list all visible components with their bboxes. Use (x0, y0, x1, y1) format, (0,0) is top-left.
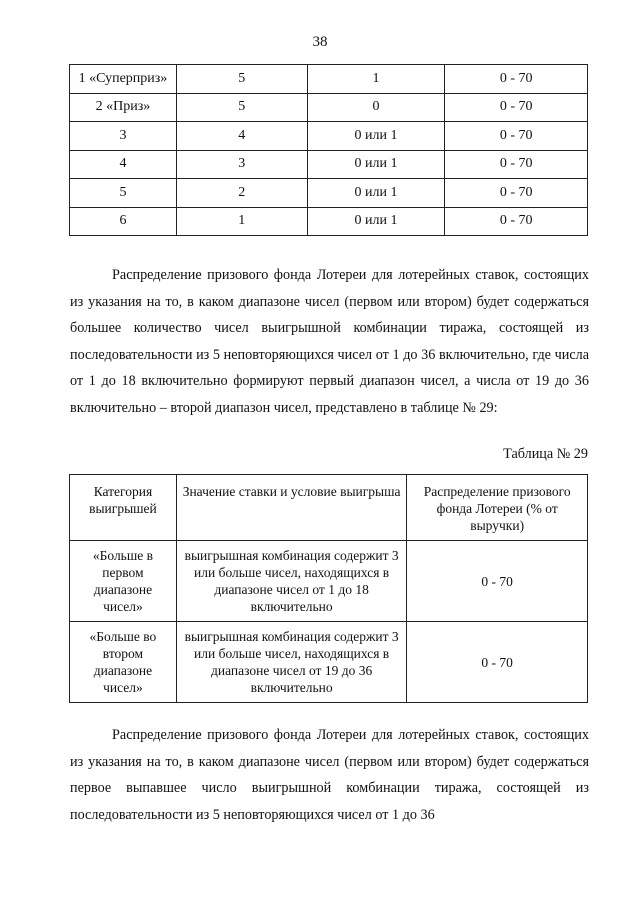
fund-cell: 0 - 70 (445, 122, 588, 151)
table-row (70, 65, 588, 94)
table-row (70, 93, 588, 122)
category-cell: 4 (70, 150, 177, 179)
paragraph: Распределение призового фонда Лотереи для лотерейных ставок, состоящих из указания на то, в каком диапазоне чисел (первом или втором) будет содержаться большее количество чисел выигрышной комбинации тиража, состоящей из последовательности из 5 неповторяющихся чисел от 1 до 36 включительно, где числа от 1 до 18 включительно формируют первый диапазон чисел, а числа от 19 до 36 включительно – второй диапазон чисел, представлено в таблице № 29: (70, 267, 589, 416)
numbers-cell: 2 (176, 179, 307, 208)
table-row (70, 179, 588, 208)
category-cell: «Больше в первом диапазоне чисел» (70, 541, 177, 622)
condition-cell: выигрышная комбинация содержит 3 или больше чисел, находящихся в диапазоне чисел от 19 до 36 включительно (176, 622, 406, 703)
condition-cell: выигрышная комбинация содержит 3 или больше чисел, находящихся в диапазоне чисел от 1 до 18 включительно (176, 541, 406, 622)
fund-cell: 0 - 70 (445, 179, 588, 208)
table-caption: Таблица № 29 (503, 446, 588, 462)
extra-cell: 0 или 1 (307, 207, 445, 236)
numbers-cell: 3 (176, 150, 307, 179)
header-cell: Значение ставки и условие выигрыша (176, 475, 406, 541)
table-row (70, 207, 588, 236)
fund-cell: 0 - 70 (407, 541, 588, 622)
table-row (70, 541, 588, 622)
prize-distribution-table (69, 64, 588, 236)
extra-cell: 1 (307, 65, 445, 94)
extra-cell: 0 или 1 (307, 179, 445, 208)
fund-cell: 0 - 70 (445, 65, 588, 94)
paragraph: Распределение призового фонда Лотереи для лотерейных ставок, состоящих из указания на то, в каком диапазоне чисел (первом или втором) будет содержаться первое выпавшее число выигрышной комбинации тиража, состоящей из последовательности из 5 неповторяющихся чисел от 1 до 36 (70, 727, 589, 823)
table-row (70, 122, 588, 151)
header-cell: Распределение призового фонда Лотереи (% от выручки) (407, 475, 588, 541)
extra-cell: 0 или 1 (307, 150, 445, 179)
category-cell: 5 (70, 179, 177, 208)
page-number: 38 (312, 34, 328, 50)
fund-cell: 0 - 70 (445, 150, 588, 179)
fund-cell: 0 - 70 (407, 622, 588, 703)
header-cell: Категория выигрышей (70, 475, 177, 541)
fund-cell: 0 - 70 (445, 207, 588, 236)
numbers-cell: 4 (176, 122, 307, 151)
category-cell: 2 «Приз» (70, 93, 177, 122)
numbers-cell: 5 (176, 65, 307, 94)
category-cell: 1 «Суперприз» (70, 65, 177, 94)
category-cell: 6 (70, 207, 177, 236)
extra-cell: 0 (307, 93, 445, 122)
category-cell: «Больше во втором диапазоне чисел» (70, 622, 177, 703)
fund-cell: 0 - 70 (445, 93, 588, 122)
range-prize-table (69, 474, 588, 703)
numbers-cell: 5 (176, 93, 307, 122)
table-row (70, 150, 588, 179)
category-cell: 3 (70, 122, 177, 151)
table-header-row (70, 475, 588, 541)
table-row (70, 622, 588, 703)
numbers-cell: 1 (176, 207, 307, 236)
extra-cell: 0 или 1 (307, 122, 445, 151)
